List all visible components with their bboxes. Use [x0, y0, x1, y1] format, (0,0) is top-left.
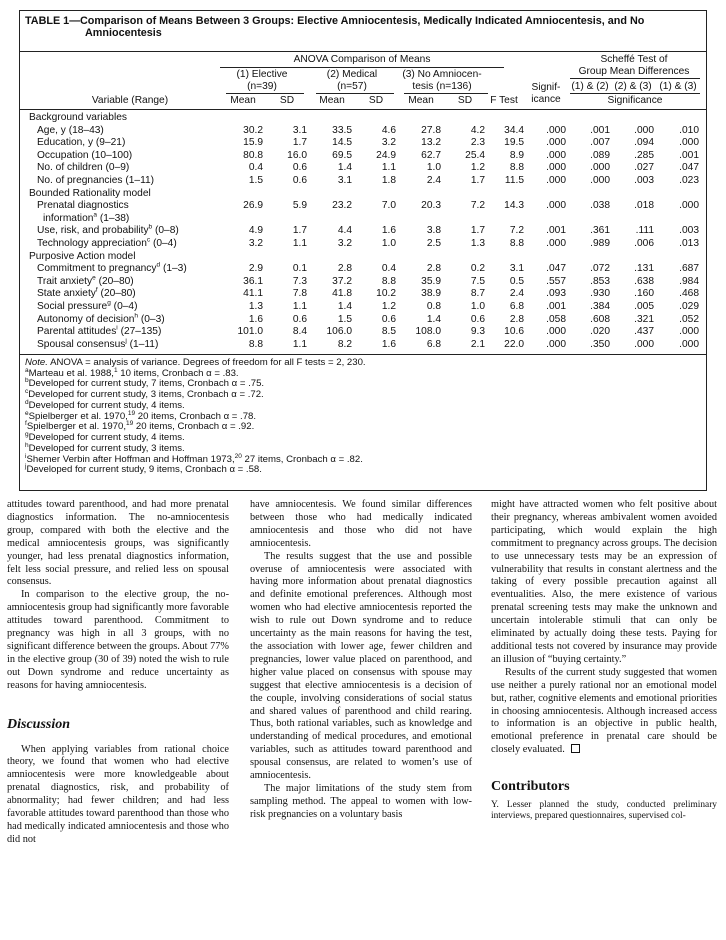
table-cell: 8.8: [381, 275, 396, 287]
table-cell: .000: [679, 200, 699, 212]
paragraph: In comparison to the elective group, the no-amniocentesis group had significantly more favorable attitudes toward parenthood. Commitment to pregnancy was high in all 3 groups, with no significant difference between the groups. About 77% in the elective group (30 of 39) noted the wish to rule out Down syndrome and reduce uncertainty as reasons for having amniocentesis.: [7, 589, 229, 691]
table-cell: .638: [634, 275, 654, 287]
table-row-label: Trait anxiety$^e$ (20–80): [37, 274, 134, 287]
table-cell: 0.6: [470, 313, 485, 325]
table-cell: .285: [634, 149, 654, 161]
table-cell: 0.6: [381, 313, 396, 325]
table-cell: .000: [546, 137, 566, 149]
footnotes: [25, 366, 701, 476]
table-cell: .018: [634, 200, 654, 212]
table-cell: 0.1: [292, 263, 307, 275]
table-cell: .006: [634, 238, 654, 249]
table-row-label: Technology appreciation$^c$ (0–4): [37, 236, 177, 249]
body-column-2: [250, 499, 472, 822]
table-cell: 38.9: [421, 288, 441, 300]
table-cell: 6.8: [426, 338, 441, 350]
table-cell: 37.2: [332, 275, 352, 287]
table-cell: .005: [634, 301, 654, 312]
table-section-label: Purposive Action model: [29, 250, 136, 262]
table-cell: 0.6: [292, 175, 307, 186]
header-signif-b: icance: [531, 94, 561, 105]
table-cell: .000: [679, 326, 699, 338]
table-cell: 2.8: [426, 263, 441, 275]
table-cell: 101.0: [237, 326, 263, 338]
table-cell: .027: [634, 162, 654, 174]
table-cell: 41.8: [332, 288, 352, 300]
table-cell: .853: [590, 275, 610, 287]
table-row-label: Education, y (9–21): [37, 137, 126, 149]
table-cell: 8.8: [509, 162, 524, 174]
table-cell: 0.6: [292, 313, 307, 325]
table-row-label: Use, risk, and probability$^b$ (0–8): [37, 224, 179, 237]
footnote: $^c$Developed for current study, 3 items, Cronbach α = .72.: [25, 388, 264, 401]
table-cell: 2.9: [248, 263, 263, 275]
table-cell: 11.5: [504, 175, 524, 186]
table-cell: 20.3: [421, 200, 441, 212]
paragraph: When applying variables from rational choice theory, we found that women who had elective amniocentesis were more knowledgeable about prenatal diagnostics, risk, and probability of abnormality; had fewer children; and had less favorable attitudes toward parenthood than those who had medically indicated amniocentesis and those who did not: [7, 743, 229, 845]
table-cell: .361: [590, 225, 610, 237]
table-cell: 1.7: [470, 175, 485, 186]
table-cell: .437: [634, 326, 654, 338]
table-cell: 108.0: [415, 326, 441, 338]
scheffe-rule: [570, 78, 700, 79]
table-cell: .111: [635, 225, 654, 237]
table-cell: 8.7: [470, 288, 485, 300]
table-cell: 2.4: [509, 288, 524, 300]
table-cell: .687: [679, 263, 699, 275]
table-cell: 25.4: [465, 149, 485, 161]
footnote: $^b$Developed for current study, 7 items, Cronbach α = .75.: [25, 377, 265, 390]
contributors-heading: Contributors: [491, 779, 570, 795]
table-cell: 1.4: [337, 162, 352, 174]
header-anova: ANOVA Comparison of Means: [293, 54, 431, 65]
table-cell: 1.0: [470, 301, 485, 312]
table-notes: [25, 358, 701, 476]
table-cell: 80.8: [243, 149, 263, 161]
table-cell: 0.4: [381, 263, 396, 275]
table-bottom-rule: [20, 354, 706, 355]
table-cell: .384: [590, 301, 610, 312]
table-cell: .000: [546, 162, 566, 174]
header-sd-3: SD: [457, 95, 473, 106]
header-bottom-rule: [20, 109, 706, 110]
header-pair-13: (1) & (3): [659, 81, 697, 92]
table-row-label: information$^a$ (1–38): [43, 211, 130, 224]
table-cell: 4.6: [381, 124, 396, 136]
header-mean-1: Mean: [230, 95, 256, 106]
table-cell: 1.1: [292, 338, 307, 350]
table-cell: 3.1: [337, 175, 352, 186]
table-cell: 2.8: [337, 263, 352, 275]
table-cell: 14.5: [332, 137, 352, 149]
header-pair-12: (1) & (2): [571, 81, 609, 92]
table-top-rule: [20, 51, 706, 52]
group1-rule: [226, 93, 304, 94]
table-cell: 26.9: [243, 200, 263, 212]
table-cell: .000: [634, 338, 654, 350]
table-cell: 3.2: [381, 137, 396, 149]
table-cell: 2.1: [470, 338, 485, 350]
footnote: $^h$Developed for current study, 3 items.: [25, 441, 185, 454]
table-cell: 3.2: [248, 238, 263, 249]
table-cell: 8.2: [337, 338, 352, 350]
table-cell: 1.0: [426, 162, 441, 174]
paragraph-with-end-mark: Results of the current study suggested that women use neither a purely rational nor an emotional model but, rather, cognitive elements and emotional priorities in choosing amniocentesis. Although increased access to information is an objective in public health, emotional preference in prenatal care should be closely evaluated.: [491, 666, 717, 756]
table-row-label: Social pressure$^g$ (0–4): [37, 299, 138, 312]
table-cell: .989: [590, 238, 610, 249]
table-cell: .930: [590, 288, 610, 300]
table-cell: .001: [590, 124, 610, 136]
header-mean-2: Mean: [319, 95, 345, 106]
table-cell: 24.9: [376, 149, 396, 161]
table-cell: .000: [546, 338, 566, 350]
table-cell: .052: [679, 313, 699, 325]
table-cell: 36.1: [243, 275, 263, 287]
table-cell: 1.6: [381, 225, 396, 237]
table-row-label: Occupation (10–100): [37, 149, 133, 161]
table-cell: .038: [590, 200, 610, 212]
table-cell: .047: [679, 162, 699, 174]
table-cell: 9.3: [470, 326, 485, 338]
table-cell: 1.5: [248, 175, 263, 186]
table-cell: .000: [634, 124, 654, 136]
header-group1-b: (n=39): [247, 81, 277, 92]
table-cell: 4.9: [248, 225, 263, 237]
table-section-label: Bounded Rationality model: [29, 187, 151, 199]
table-cell: .072: [590, 263, 610, 275]
table-cell: 7.2: [470, 200, 485, 212]
table-cell: .001: [546, 225, 566, 237]
table-cell: 8.5: [381, 326, 396, 338]
table-cell: .007: [590, 137, 610, 149]
table-cell: 0.4: [248, 162, 263, 174]
table-row-label: Age, y (18–43): [37, 124, 104, 136]
table-cell: 62.7: [421, 149, 441, 161]
table-cell: 4.2: [470, 124, 485, 136]
table-cell: .468: [679, 288, 699, 300]
table-cell: .984: [679, 275, 699, 287]
table-cell: .003: [679, 225, 699, 237]
table-cell: .020: [590, 326, 610, 338]
header-group2-b: (n=57): [337, 81, 367, 92]
paragraph: The results suggest that the use and possible overuse of amniocentesis were associated with having more information about prenatal diagnostics and definite emotional preferences. Although most women who had elective amniocentesis reported the wish to rule out Down syndrome and to reduce uncertainty as the main reasons for having the test, the association with lower age, fewer children and pregnancies, lower value placed on parenthood, and higher value placed on consensus with spouse may suggest that elective amniocentesis is a decision of the couple, involving considerations of social status and shared values of parenthood and child rearing. Thus, both rational variables, such as knowledge and understanding of medical procedures, and emotional variables, such as attitudes toward parenthood and spousal consensus, are related to women’s use of amniocentesis.: [250, 550, 472, 782]
table-cell: 1.2: [470, 162, 485, 174]
pair-rule: [570, 93, 700, 94]
table-cell: 8.8: [509, 238, 524, 249]
header-group1-a: (1) Elective: [236, 69, 288, 80]
group2-rule: [316, 93, 394, 94]
table-cell: 10.2: [376, 288, 396, 300]
header-sd-1: SD: [279, 95, 295, 106]
table-cell: 1.7: [470, 225, 485, 237]
table-title: TABLE 1—Comparison of Means Between 3 Groups: Elective Amniocentesis, Medically Indicated Amniocentesis, and No Amniocentesis: [25, 15, 645, 40]
table-cell: 6.8: [509, 301, 524, 312]
table-cell: 2.3: [470, 137, 485, 149]
table-cell: .000: [590, 175, 610, 186]
table-cell: 13.2: [421, 137, 441, 149]
table-row-label: No. of children (0–9): [37, 162, 130, 174]
table-row-label: Prenatal diagnostics: [37, 200, 129, 212]
table-row-label: No. of pregnancies (1–11): [37, 175, 155, 186]
table-cell: .000: [546, 326, 566, 338]
table-cell: 35.9: [421, 275, 441, 287]
paragraph: might have attracted women who felt positive about their pregnancy, whereas ambivalent women avoided participating, which would explain the high commitment to pregnancy across groups. The decision to use unnecessary tests may be an expression of vulnerability that results in constant alertness and the taking of every possible precaution against all eventualities. Also, the mere existence of various prenatal screening tests may make the unknown and uncertain intolerable stimuli that can only be eliminated by actually doing these tests. Paying for additional tests not covered by insurance may provide an illusion of “buying certainty.”: [491, 499, 717, 665]
footnote: $^j$Developed for current study, 9 items, Cronbach α = .58.: [25, 463, 262, 476]
table-cell: 3.8: [426, 225, 441, 237]
table-cell: 7.5: [470, 275, 485, 287]
table-cell: .557: [546, 275, 566, 287]
table-cell: 2.5: [426, 238, 441, 249]
table-cell: 22.0: [504, 338, 524, 350]
table-cell: 19.5: [504, 137, 524, 149]
footnote: $^d$Developed for current study, 4 items.: [25, 398, 185, 411]
footnote: $^f$Spielberger et al. 1970,19 20 items, Cronbach α = .92.: [25, 420, 255, 433]
paragraph: have amniocentesis. We found similar differences between those who had medically indicated amniocentesis and those who did not have amniocentesis.: [250, 499, 472, 549]
table-cell: 34.4: [504, 124, 524, 136]
group3-rule: [404, 93, 488, 94]
table-cell: 3.1: [292, 124, 307, 136]
header-group3-b: tesis (n=136): [412, 81, 472, 92]
table-cell: 1.3: [470, 238, 485, 249]
table-cell: 1.6: [381, 338, 396, 350]
table-cell: .000: [546, 124, 566, 136]
header-scheffe-1: Scheffé Test of: [600, 54, 668, 65]
table-1: [19, 10, 707, 491]
table-cell: 3.1: [509, 263, 524, 275]
table-cell: .000: [546, 175, 566, 186]
table-row-label: State anxiety$^f$ (20–80): [37, 287, 136, 300]
contributors-text: Y. Lesser planned the study, conducted preliminary interviews, prepared questionnaires, supervised col-: [491, 800, 717, 822]
table-cell: 2.8: [509, 313, 524, 325]
header-scheffe-2: Group Mean Differences: [578, 66, 690, 77]
table-cell: .000: [546, 200, 566, 212]
table-cell: .047: [546, 263, 566, 275]
table-cell: 41.1: [243, 288, 263, 300]
body-column-1: [7, 499, 229, 847]
table-cell: 30.2: [243, 124, 263, 136]
table-cell: 1.6: [248, 313, 263, 325]
footnote: $^i$Shemer Verbin after Hoffman and Hoffman 1973,20 27 items, Cronbach α = .82.: [25, 452, 363, 465]
table-cell: 27.8: [421, 124, 441, 136]
table-cell: 106.0: [326, 326, 352, 338]
end-of-article-icon: [571, 744, 580, 753]
table-cell: 7.2: [509, 225, 524, 237]
table-cell: 14.3: [504, 200, 524, 212]
table-cell: 0.5: [509, 275, 524, 287]
table-cell: 7.3: [292, 275, 307, 287]
table-cell: .131: [634, 263, 654, 275]
footnote: $^e$Spielberger et al. 1970,19 20 items, Cronbach α = .78.: [25, 409, 257, 422]
header-signif-a: Signif-: [531, 82, 561, 93]
table-cell: .094: [634, 137, 654, 149]
table-cell: .000: [679, 338, 699, 350]
table-cell: .321: [634, 313, 654, 325]
anova-rule: [220, 67, 504, 68]
footnote: $^g$Developed for current study, 4 items.: [25, 430, 185, 444]
table-cell: 15.9: [243, 137, 263, 149]
table-cell: .160: [634, 288, 654, 300]
table-cell: .089: [590, 149, 610, 161]
header-variable: Variable (Range): [91, 95, 169, 106]
table-cell: .013: [679, 238, 699, 249]
header-ftest: F Test: [490, 95, 518, 106]
table-cell: 3.2: [337, 238, 352, 249]
table-cell: .003: [634, 175, 654, 186]
note-line: Note. ANOVA = analysis of variance. Degrees of freedom for all F tests = 2, 230.: [25, 357, 366, 368]
table-cell: 23.2: [332, 200, 352, 212]
table-cell: .000: [679, 137, 699, 149]
header-pair-23: (2) & (3): [614, 81, 652, 92]
table-cell: 16.0: [287, 149, 307, 161]
table-cell: .000: [546, 238, 566, 249]
table-cell: 1.7: [292, 225, 307, 237]
header-group3-a: (3) No Amniocen-: [402, 69, 482, 80]
header-significance: Significance: [607, 95, 663, 106]
table-row-label: Parental attitudes$^i$ (27–135): [37, 324, 162, 338]
table-cell: .608: [590, 313, 610, 325]
table-cell: 0.2: [470, 263, 485, 275]
table-cell: 1.0: [381, 238, 396, 249]
table-cell: .010: [679, 124, 699, 136]
table-row-label: Commitment to pregnancy$^d$ (1–3): [37, 261, 187, 275]
table-cell: .029: [679, 301, 699, 312]
table-section-label: Background variables: [29, 112, 127, 123]
table-cell: 8.9: [509, 149, 524, 161]
table-cell: 0.8: [426, 301, 441, 312]
table-cell: .058: [546, 313, 566, 325]
table-cell: .000: [590, 162, 610, 174]
header-group2-a: (2) Medical: [326, 69, 378, 80]
header-mean-3: Mean: [408, 95, 434, 106]
table-cell: 8.8: [248, 338, 263, 350]
table-cell: 1.5: [337, 313, 352, 325]
table-cell: 7.0: [381, 200, 396, 212]
table-cell: .000: [546, 149, 566, 161]
table-cell: 69.5: [332, 149, 352, 161]
table-row-label: Spousal consensus$^j$ (1–11): [37, 337, 159, 350]
table-cell: 7.8: [292, 288, 307, 300]
table-cell: 1.7: [292, 137, 307, 149]
table-cell: 1.1: [292, 238, 307, 249]
table-cell: 0.6: [292, 162, 307, 174]
header-sd-2: SD: [368, 95, 384, 106]
table-row-label: Autonomy of decision$^h$ (0–3): [37, 312, 165, 325]
table-cell: .001: [546, 301, 566, 312]
table-cell: 1.2: [381, 301, 396, 312]
paragraph: The major limitations of the study stem from sampling method. The appeal to women with low-risk pregnancies on a voluntary basis: [250, 782, 472, 820]
table-cell: 33.5: [332, 124, 352, 136]
table-cell: .001: [679, 149, 699, 161]
table-cell: 1.1: [292, 301, 307, 312]
table-cell: .023: [679, 175, 699, 186]
discussion-heading: Discussion: [7, 716, 71, 732]
table-cell: 4.4: [337, 225, 352, 237]
footnote: $^a$Marteau et al. 1988,$^1$ 10 items, Cronbach α = .83.: [25, 366, 239, 379]
table-cell: 5.9: [292, 200, 307, 212]
table-cell: 2.4: [426, 175, 441, 186]
table-cell: 1.3: [248, 301, 263, 312]
table-cell: .093: [546, 288, 566, 300]
table-cell: 8.4: [292, 326, 307, 338]
table-cell: .350: [590, 338, 610, 350]
table-cell: 10.6: [504, 326, 524, 338]
table-cell: 1.4: [426, 313, 441, 325]
body-column-3: [491, 499, 717, 822]
table-cell: 1.4: [337, 301, 352, 312]
paragraph: attitudes toward parenthood, and had more prenatal diagnostics information. The no-amniocentesis group, compared with both the elective and the medical amniocentesis groups, was significantly younger, had less prenatal diagnostics information, felt less social pressure, and relied less on spousal consensus.: [7, 499, 229, 588]
table-cell: 1.8: [381, 175, 396, 186]
table-cell: 1.1: [381, 162, 396, 174]
